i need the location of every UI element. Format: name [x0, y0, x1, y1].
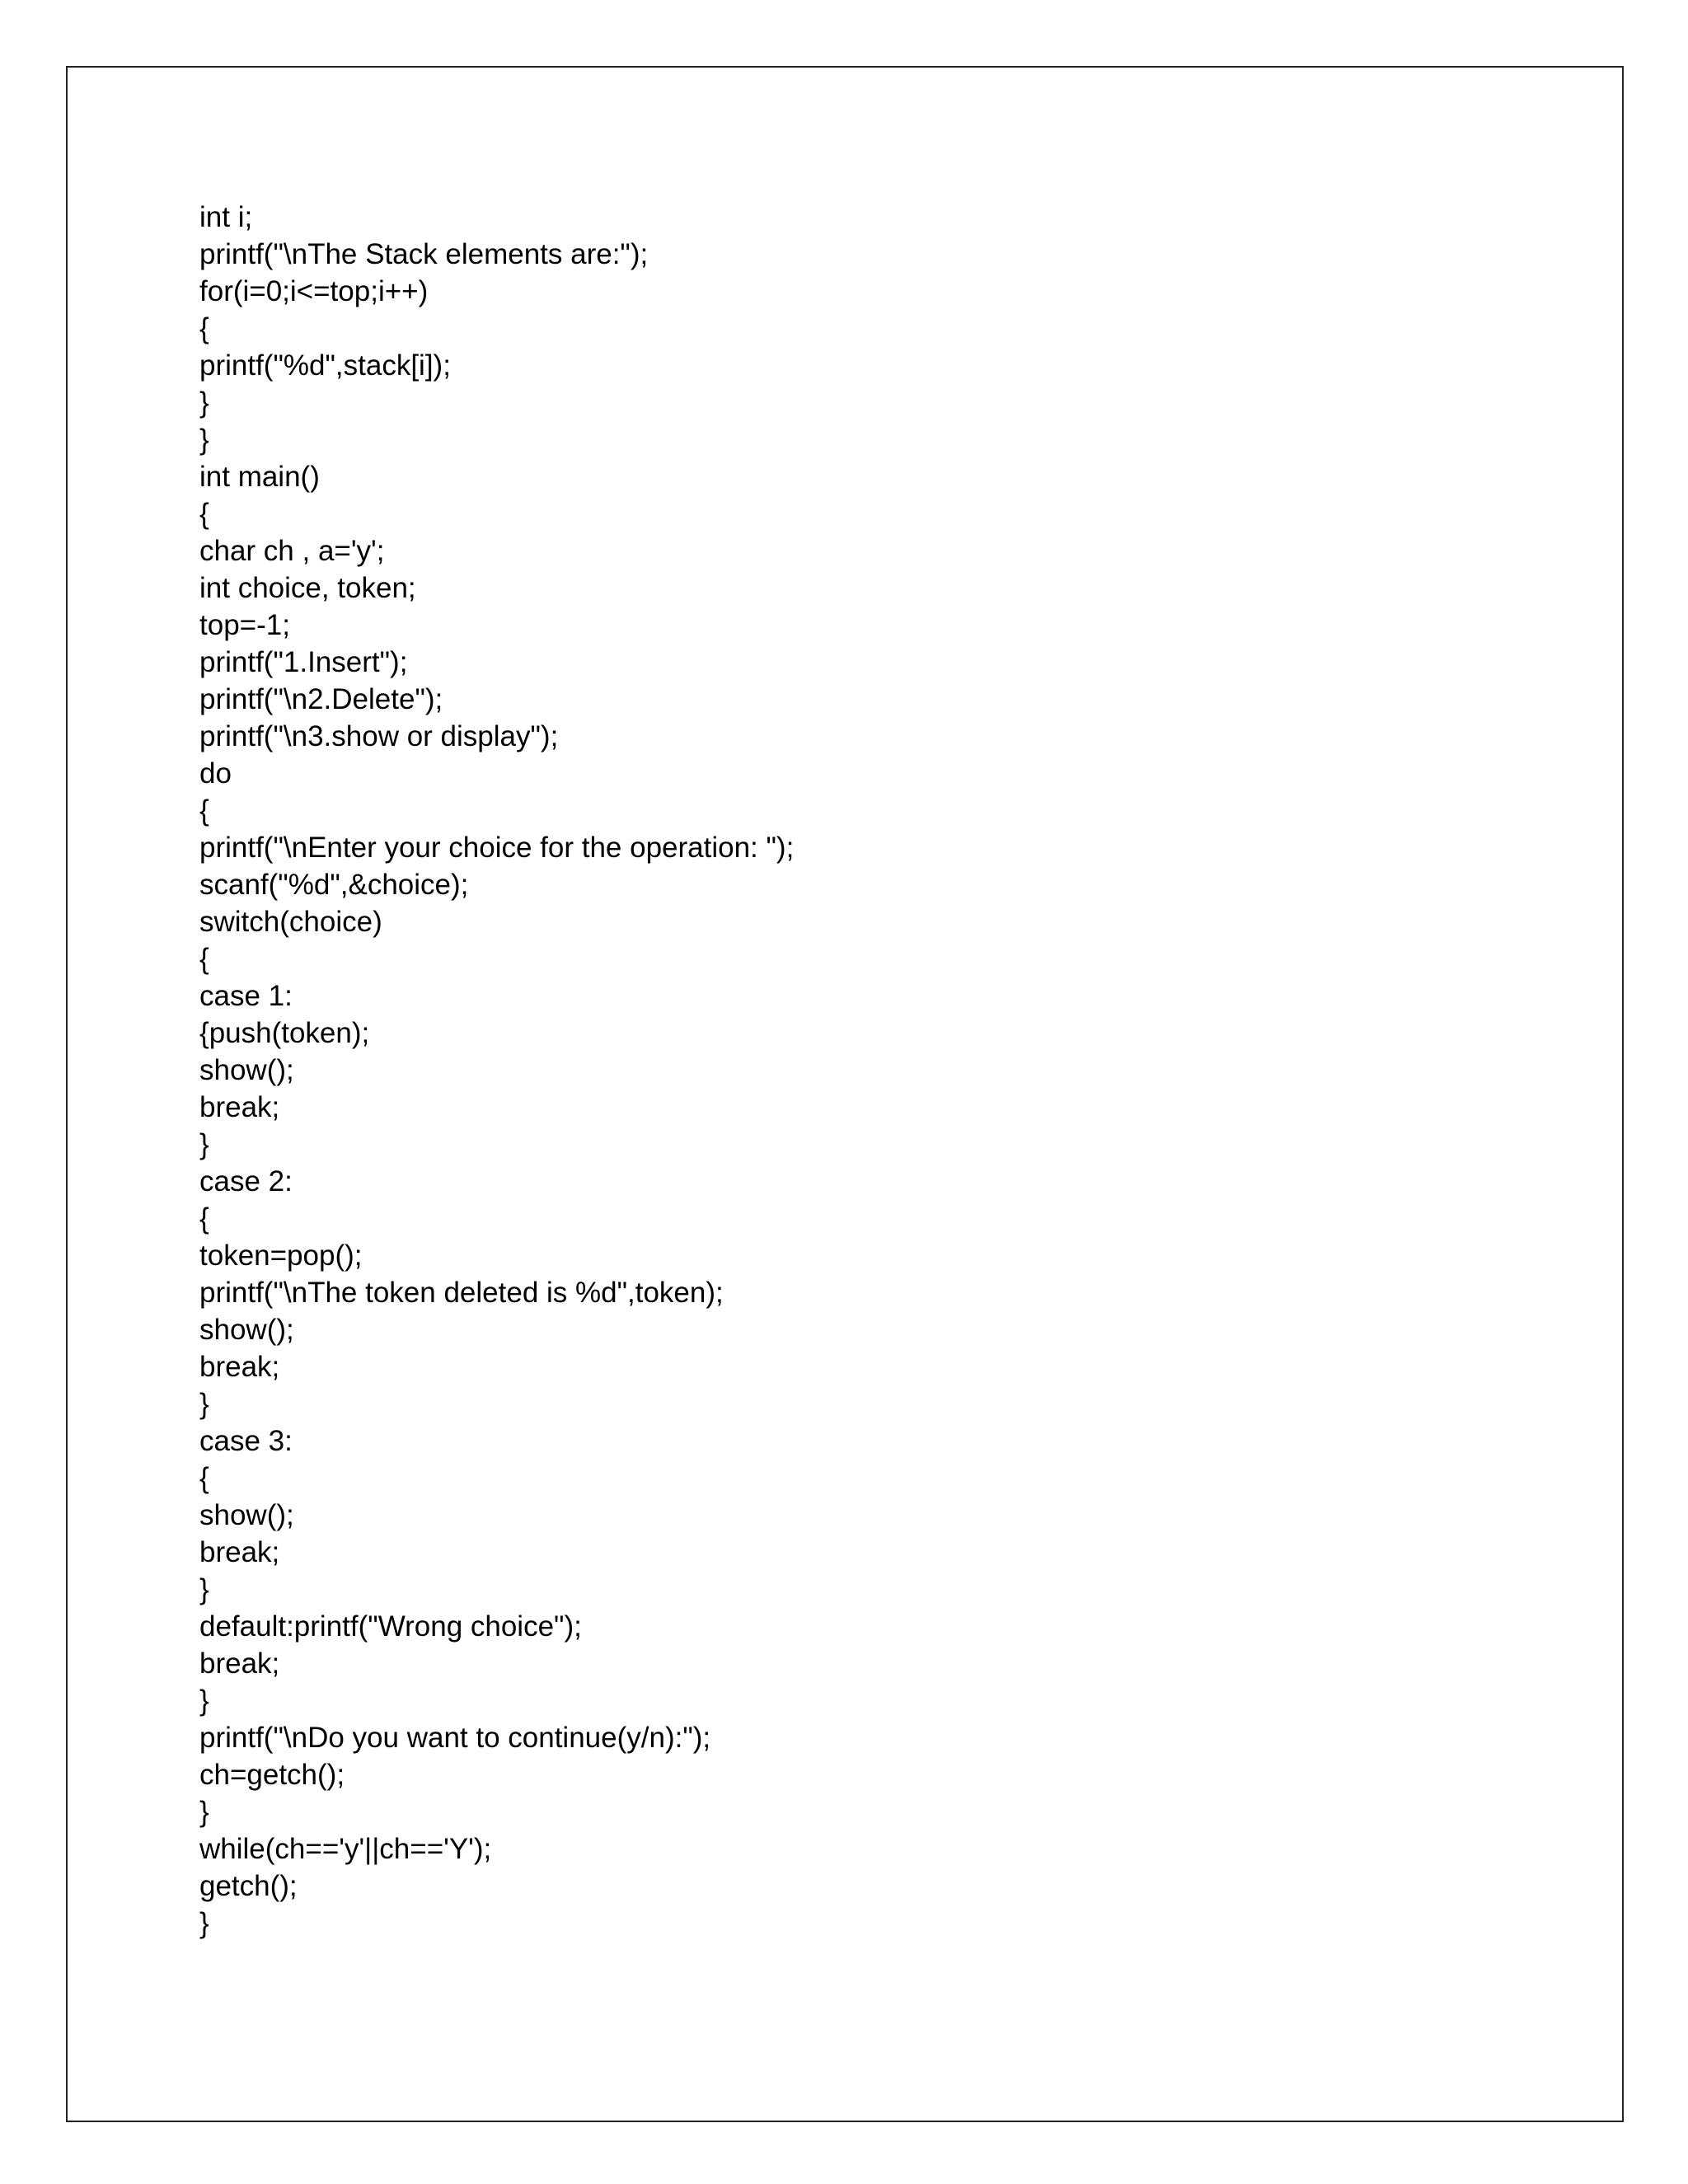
code-line: {: [199, 498, 209, 530]
code-line: }: [199, 387, 209, 419]
code-line: {: [199, 312, 209, 344]
code-line: default:printf("Wrong choice");: [199, 1610, 582, 1643]
code-line: }: [199, 1128, 209, 1160]
code-line: {: [199, 1462, 209, 1494]
code-line: case 3:: [199, 1425, 293, 1457]
code-line: printf("\nThe Stack elements are:");: [199, 238, 649, 270]
code-line: printf("1.Insert");: [199, 646, 408, 678]
code-line: token=pop();: [199, 1240, 363, 1272]
code-line: top=-1;: [199, 609, 290, 641]
code-line: case 2:: [199, 1165, 293, 1197]
code-line: }: [199, 1388, 209, 1420]
code-line: printf("\n2.Delete");: [199, 683, 443, 715]
code-line: scanf("%d",&choice);: [199, 869, 469, 901]
code-line: printf("%d",stack[i]);: [199, 349, 451, 382]
code-line: switch(choice): [199, 906, 382, 938]
code-line: {push(token);: [199, 1017, 370, 1049]
code-line: printf("\n3.show or display");: [199, 720, 559, 752]
code-line: ch=getch();: [199, 1759, 345, 1791]
code-line: }: [199, 424, 209, 456]
code-line: printf("\nDo you want to continue(y/n):");: [199, 1722, 711, 1754]
code-line: case 1:: [199, 980, 293, 1012]
code-line: }: [199, 1573, 209, 1605]
code-line: while(ch=='y'||ch=='Y');: [199, 1833, 492, 1865]
code-line: }: [199, 1685, 209, 1717]
code-line: printf("\nEnter your choice for the operation: ");: [199, 832, 795, 864]
code-line: }: [199, 1907, 209, 1939]
code-line: int i;: [199, 201, 253, 233]
code-line: getch();: [199, 1870, 298, 1902]
code-line: do: [199, 757, 232, 790]
code-line: break;: [199, 1091, 280, 1123]
code-line: break;: [199, 1647, 280, 1680]
code-line: break;: [199, 1536, 280, 1568]
code-line: {: [199, 943, 209, 975]
code-line: printf("\nThe token deleted is %d",token);: [199, 1277, 724, 1309]
code-line: char ch , a='y';: [199, 535, 385, 567]
code-line: {: [199, 1202, 209, 1235]
code-line: int main(): [199, 461, 320, 493]
code-line: show();: [199, 1314, 294, 1346]
code-line: {: [199, 794, 209, 827]
code-line: int choice, token;: [199, 572, 416, 604]
code-line: show();: [199, 1054, 294, 1086]
code-listing: [199, 199, 794, 1942]
code-line: show();: [199, 1499, 294, 1531]
code-line: break;: [199, 1351, 280, 1383]
code-line: for(i=0;i<=top;i++): [199, 275, 429, 307]
code-line: }: [199, 1796, 209, 1828]
